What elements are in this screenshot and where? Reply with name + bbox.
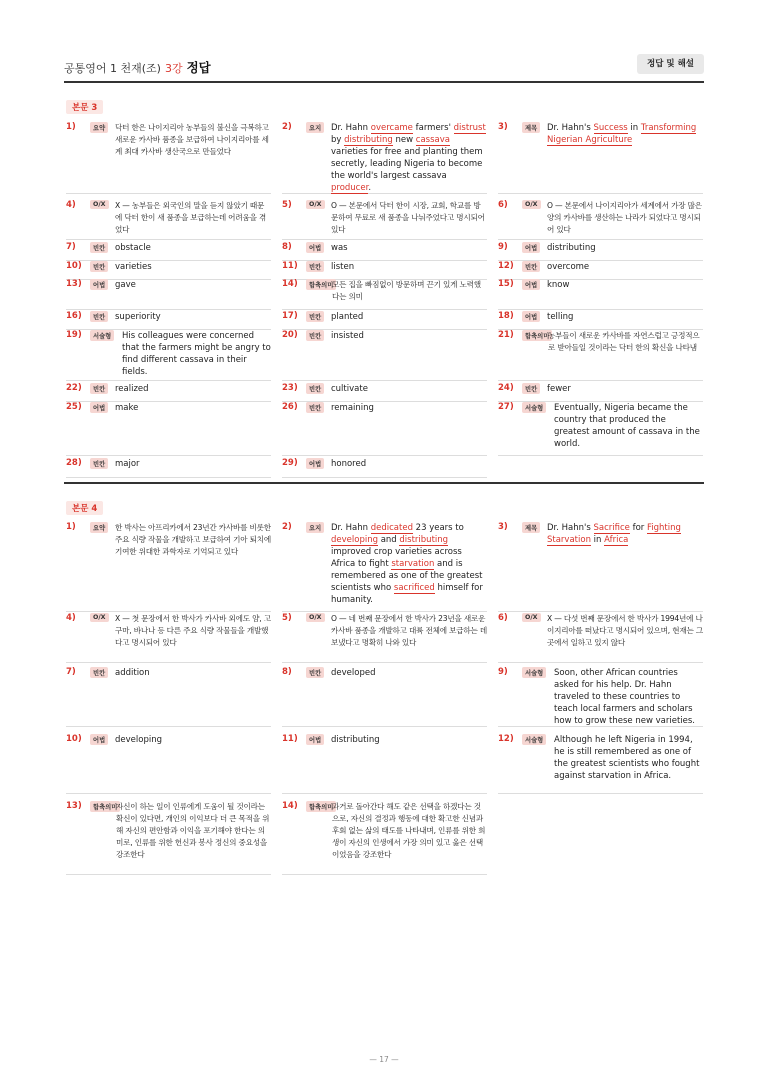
question-type-badge: 빈칸 (306, 261, 324, 272)
answer-item (66, 402, 271, 456)
section-divider (64, 482, 704, 484)
answer-label: 정답 (186, 60, 211, 75)
question-number: 1) (66, 122, 76, 132)
question-number: 2) (282, 122, 292, 132)
question-number: 4) (66, 200, 76, 210)
question-type-badge: 빈칸 (306, 383, 324, 394)
answer-item (66, 279, 271, 310)
answer-text: Dr. Hahn's Sacrifice for Fighting Starvation in Africa (547, 523, 681, 545)
question-type-badge: 빈칸 (90, 667, 108, 678)
question-type-badge: 어법 (90, 734, 108, 745)
question-number: 5) (282, 200, 292, 210)
question-number: 1) (66, 522, 76, 532)
answer-item (282, 200, 487, 240)
question-type-badge: O/X (90, 200, 109, 209)
answer-text: distributing (331, 735, 380, 745)
answer-text: Dr. Hahn dedicated 23 years to developing and distributing improved crop varieties across Africa to fight starvation and is remembered as one of the greatest scientists who sacrificed himself for humanity. (331, 523, 483, 605)
question-type-badge: 빈칸 (306, 402, 324, 413)
section-label: 본문 3 (66, 100, 103, 114)
question-type-badge: O/X (90, 613, 109, 622)
question-type-badge: 어법 (306, 734, 324, 745)
question-type-badge: 빈칸 (90, 458, 108, 469)
answer-text: developed (331, 668, 376, 678)
question-type-badge: 빈칸 (90, 311, 108, 322)
question-type-badge: 요약 (90, 122, 108, 133)
answer-item (66, 261, 271, 280)
question-number: 17) (282, 311, 298, 321)
question-number: 10) (66, 734, 82, 744)
answer-text: obstacle (115, 243, 151, 253)
answer-item (498, 279, 703, 310)
question-number: 3) (498, 122, 508, 132)
question-number: 5) (282, 613, 292, 623)
question-type-badge: 빈칸 (90, 261, 108, 272)
question-type-badge: O/X (522, 200, 541, 209)
question-type-badge: 빈칸 (90, 242, 108, 253)
answer-text: gave (115, 280, 136, 290)
answer-item (498, 242, 703, 261)
question-type-badge: 빈칸 (306, 330, 324, 341)
answer-item (66, 242, 271, 261)
section-label: 본문 4 (66, 501, 103, 515)
question-type-badge: 어법 (90, 279, 108, 290)
answer-item (66, 383, 271, 402)
question-number: 10) (66, 261, 82, 271)
question-type-badge: 서술형 (90, 330, 114, 341)
answer-item (498, 383, 703, 402)
question-number: 9) (498, 667, 508, 677)
question-number: 6) (498, 613, 508, 623)
answer-item (282, 311, 487, 330)
page-header (64, 54, 704, 80)
answer-item (498, 122, 703, 194)
answer-item (498, 200, 703, 240)
question-number: 20) (282, 330, 298, 340)
question-number: 14) (282, 801, 298, 811)
question-type-badge: 서술형 (522, 734, 546, 745)
question-type-badge: 서술형 (522, 667, 546, 678)
answer-item (66, 458, 271, 478)
answer-item (66, 522, 271, 612)
answer-text: realized (115, 384, 149, 394)
answer-text: His colleagues were concerned that the farmers might be angry to find different cassava in their fields. (122, 331, 271, 377)
question-type-badge: 제목 (522, 522, 540, 533)
answer-item (282, 383, 487, 402)
answer-item (66, 311, 271, 330)
answer-text: fewer (547, 384, 571, 394)
question-number: 14) (282, 279, 298, 289)
answer-item (498, 402, 703, 456)
question-type-badge: O/X (306, 613, 325, 622)
answer-text: listen (331, 262, 355, 272)
answer-item (66, 734, 271, 794)
question-number: 27) (498, 402, 514, 412)
answer-text: 과거로 돌아간다 해도 같은 선택을 하겠다는 것으로, 자신의 결정과 행동에 대한 확고한 신념과 후회 없는 삶의 태도를 나타내며, 인류를 위한 희생이 자신의 인생에서 가장 의미 있고 옳은 선택이었음을 강조한다 (332, 802, 486, 859)
answer-text: know (547, 280, 570, 290)
question-number: 25) (66, 402, 82, 412)
answer-text: distributing (547, 243, 596, 253)
header-divider (64, 81, 704, 83)
answer-text: 닥터 한은 나이지리아 농부들의 불신을 극복하고 새로운 카사바 품종을 보급하여 나이지리아를 세계 최대 카사바 생산국으로 만들었다 (115, 123, 269, 156)
question-number: 3) (498, 522, 508, 532)
question-number: 13) (66, 279, 82, 289)
question-number: 11) (282, 734, 298, 744)
answer-item (66, 667, 271, 727)
answer-text: make (115, 403, 139, 413)
question-type-badge: 어법 (90, 402, 108, 413)
question-number: 28) (66, 458, 82, 468)
question-number: 26) (282, 402, 298, 412)
question-type-badge: 어법 (522, 279, 540, 290)
page-title (64, 58, 211, 76)
answer-text: 농부들이 새로운 카사바를 자연스럽고 긍정적으로 받아들일 것이라는 닥터 한의 확신을 나타냄 (548, 331, 700, 352)
answer-text: Dr. Hahn overcame farmers' distrust by distributing new cassava varieties for free and planting them secretly, leading Nigeria to become the world's largest cassava producer. (331, 123, 486, 193)
answer-item (498, 330, 703, 381)
question-type-badge: 함축의미 (306, 279, 336, 290)
question-type-badge: 빈칸 (90, 383, 108, 394)
answer-item (282, 801, 487, 875)
question-type-badge: 빈칸 (522, 383, 540, 394)
question-type-badge: 제목 (522, 122, 540, 133)
answer-text: major (115, 459, 140, 469)
question-type-badge: 어법 (306, 242, 324, 253)
question-number: 4) (66, 613, 76, 623)
question-number: 23) (282, 383, 298, 393)
answer-item (498, 311, 703, 330)
question-number: 7) (66, 242, 76, 252)
answer-item (282, 330, 487, 381)
page-number: — 17 — (369, 1055, 399, 1064)
question-number: 16) (66, 311, 82, 321)
question-number: 18) (498, 311, 514, 321)
question-number: 19) (66, 330, 82, 340)
question-number: 29) (282, 458, 298, 468)
course-name: 공통영어 1 천재(조) (64, 62, 161, 75)
question-type-badge: 요지 (306, 522, 324, 533)
answer-text: O — 본문에서 닥터 한이 시장, 교회, 학교를 방문하여 무료로 새 품종을 나눠주었다고 명시되어 있다 (331, 201, 485, 234)
lesson-number: 3강 (164, 62, 183, 75)
answer-item (66, 330, 271, 381)
answer-text: varieties (115, 262, 152, 272)
answer-item (282, 734, 487, 794)
question-type-badge: 빈칸 (306, 311, 324, 322)
question-number: 22) (66, 383, 82, 393)
answer-item (282, 242, 487, 261)
answer-item (66, 613, 271, 663)
answer-item (282, 613, 487, 663)
answer-item (66, 200, 271, 240)
answer-text: Eventually, Nigeria became the country that produced the greatest amount of cassava in the world. (554, 403, 700, 449)
answer-text: insisted (331, 331, 364, 341)
question-type-badge: 요지 (306, 122, 324, 133)
answer-item (282, 279, 487, 310)
question-number: 13) (66, 801, 82, 811)
question-number: 8) (282, 667, 292, 677)
answer-item (282, 402, 487, 456)
answer-item (498, 261, 703, 280)
question-type-badge: 함축의미 (306, 801, 336, 812)
question-type-badge: 요약 (90, 522, 108, 533)
answer-item (282, 458, 487, 478)
answer-explanation-tab[interactable]: 정답 및 해설 (637, 54, 704, 74)
answer-item (498, 613, 703, 663)
question-type-badge: 빈칸 (306, 667, 324, 678)
question-number: 12) (498, 261, 514, 271)
question-number: 12) (498, 734, 514, 744)
question-number: 8) (282, 242, 292, 252)
question-type-badge: 빈칸 (522, 261, 540, 272)
answer-text: was (331, 243, 348, 253)
answer-item (498, 667, 703, 727)
answer-text: 자신이 하는 일이 인류에게 도움이 될 것이라는 확신이 있다면, 개인의 이익보다 더 큰 목적을 위해 자신의 편안함과 이익을 포기해야 한다는 의미로, 인류를 위한 헌신과 봉사 정신의 중요성을 강조한다 (116, 802, 270, 859)
answer-text: overcome (547, 262, 590, 272)
answer-text: superiority (115, 312, 161, 322)
question-number: 11) (282, 261, 298, 271)
answer-text: Soon, other African countries asked for his help. Dr. Hahn traveled to these countries to teach local farmers and scholars how to grow these new varieties. (554, 668, 695, 726)
answer-text: O — 네 번째 문장에서 한 박사가 23년을 새로운 카사바 품종을 개발하고 대륙 전체에 보급하는 데 보냈다고 명확히 나와 있다 (331, 614, 487, 647)
question-number: 24) (498, 383, 514, 393)
answer-text: Dr. Hahn's Success in Transforming Nigerian Agriculture (547, 123, 697, 145)
answer-text: O — 본문에서 나이지리아가 세계에서 가장 많은 양의 카사바를 생산하는 나라가 되었다고 명시되어 있다 (547, 201, 702, 234)
question-number: 2) (282, 522, 292, 532)
question-number: 7) (66, 667, 76, 677)
question-type-badge: 어법 (306, 458, 324, 469)
answer-text: remaining (331, 403, 374, 413)
answer-text: developing (115, 735, 162, 745)
answer-text: Although he left Nigeria in 1994, he is still remembered as one of the greatest scientists who fought against starvation in Africa. (554, 735, 700, 781)
answer-item (282, 522, 487, 612)
question-type-badge: 함축의미 (90, 801, 120, 812)
answer-item (498, 734, 703, 794)
answer-text: X — 첫 문장에서 한 박사가 카사바 외에도 얌, 고구마, 바나나 등 다른 주요 식량 작물들을 개발했다고 명시되어 있다 (115, 614, 271, 647)
answer-text: honored (331, 459, 367, 469)
answer-item (498, 522, 703, 612)
answer-text: planted (331, 312, 364, 322)
question-type-badge: 어법 (522, 311, 540, 322)
question-number: 21) (498, 330, 514, 340)
answer-text: cultivate (331, 384, 368, 394)
answer-item (282, 261, 487, 280)
answer-item (66, 122, 271, 194)
answer-item (282, 667, 487, 727)
answer-item (66, 801, 271, 875)
answer-text: telling (547, 312, 574, 322)
answer-text: addition (115, 668, 150, 678)
question-type-badge: 함축의미 (522, 330, 552, 341)
question-type-badge: O/X (522, 613, 541, 622)
answer-text: 한 박사는 아프리카에서 23년간 카사바를 비롯한 주요 식량 작물을 개발하고 보급하여 기아 퇴치에 기여한 위대한 과학자로 기억되고 있다 (115, 523, 271, 556)
answer-text: X — 다섯 번째 문장에서 한 박사가 1994년에 나이지리아를 떠났다고 명시되어 있으며, 현재는 그곳에서 일하고 있지 않다 (547, 614, 703, 647)
question-number: 6) (498, 200, 508, 210)
answer-text: X — 농부들은 외국인의 말을 듣지 않았기 때문에 닥터 한이 새 품종을 보급하는데 어려움을 겪었다 (115, 201, 267, 234)
question-type-badge: O/X (306, 200, 325, 209)
question-type-badge: 서술형 (522, 402, 546, 413)
question-number: 9) (498, 242, 508, 252)
question-type-badge: 어법 (522, 242, 540, 253)
answer-text: 모든 집을 빠짐없이 방문하며 끈기 있게 노력했다는 의미 (332, 280, 481, 301)
answer-item (282, 122, 487, 194)
question-number: 15) (498, 279, 514, 289)
